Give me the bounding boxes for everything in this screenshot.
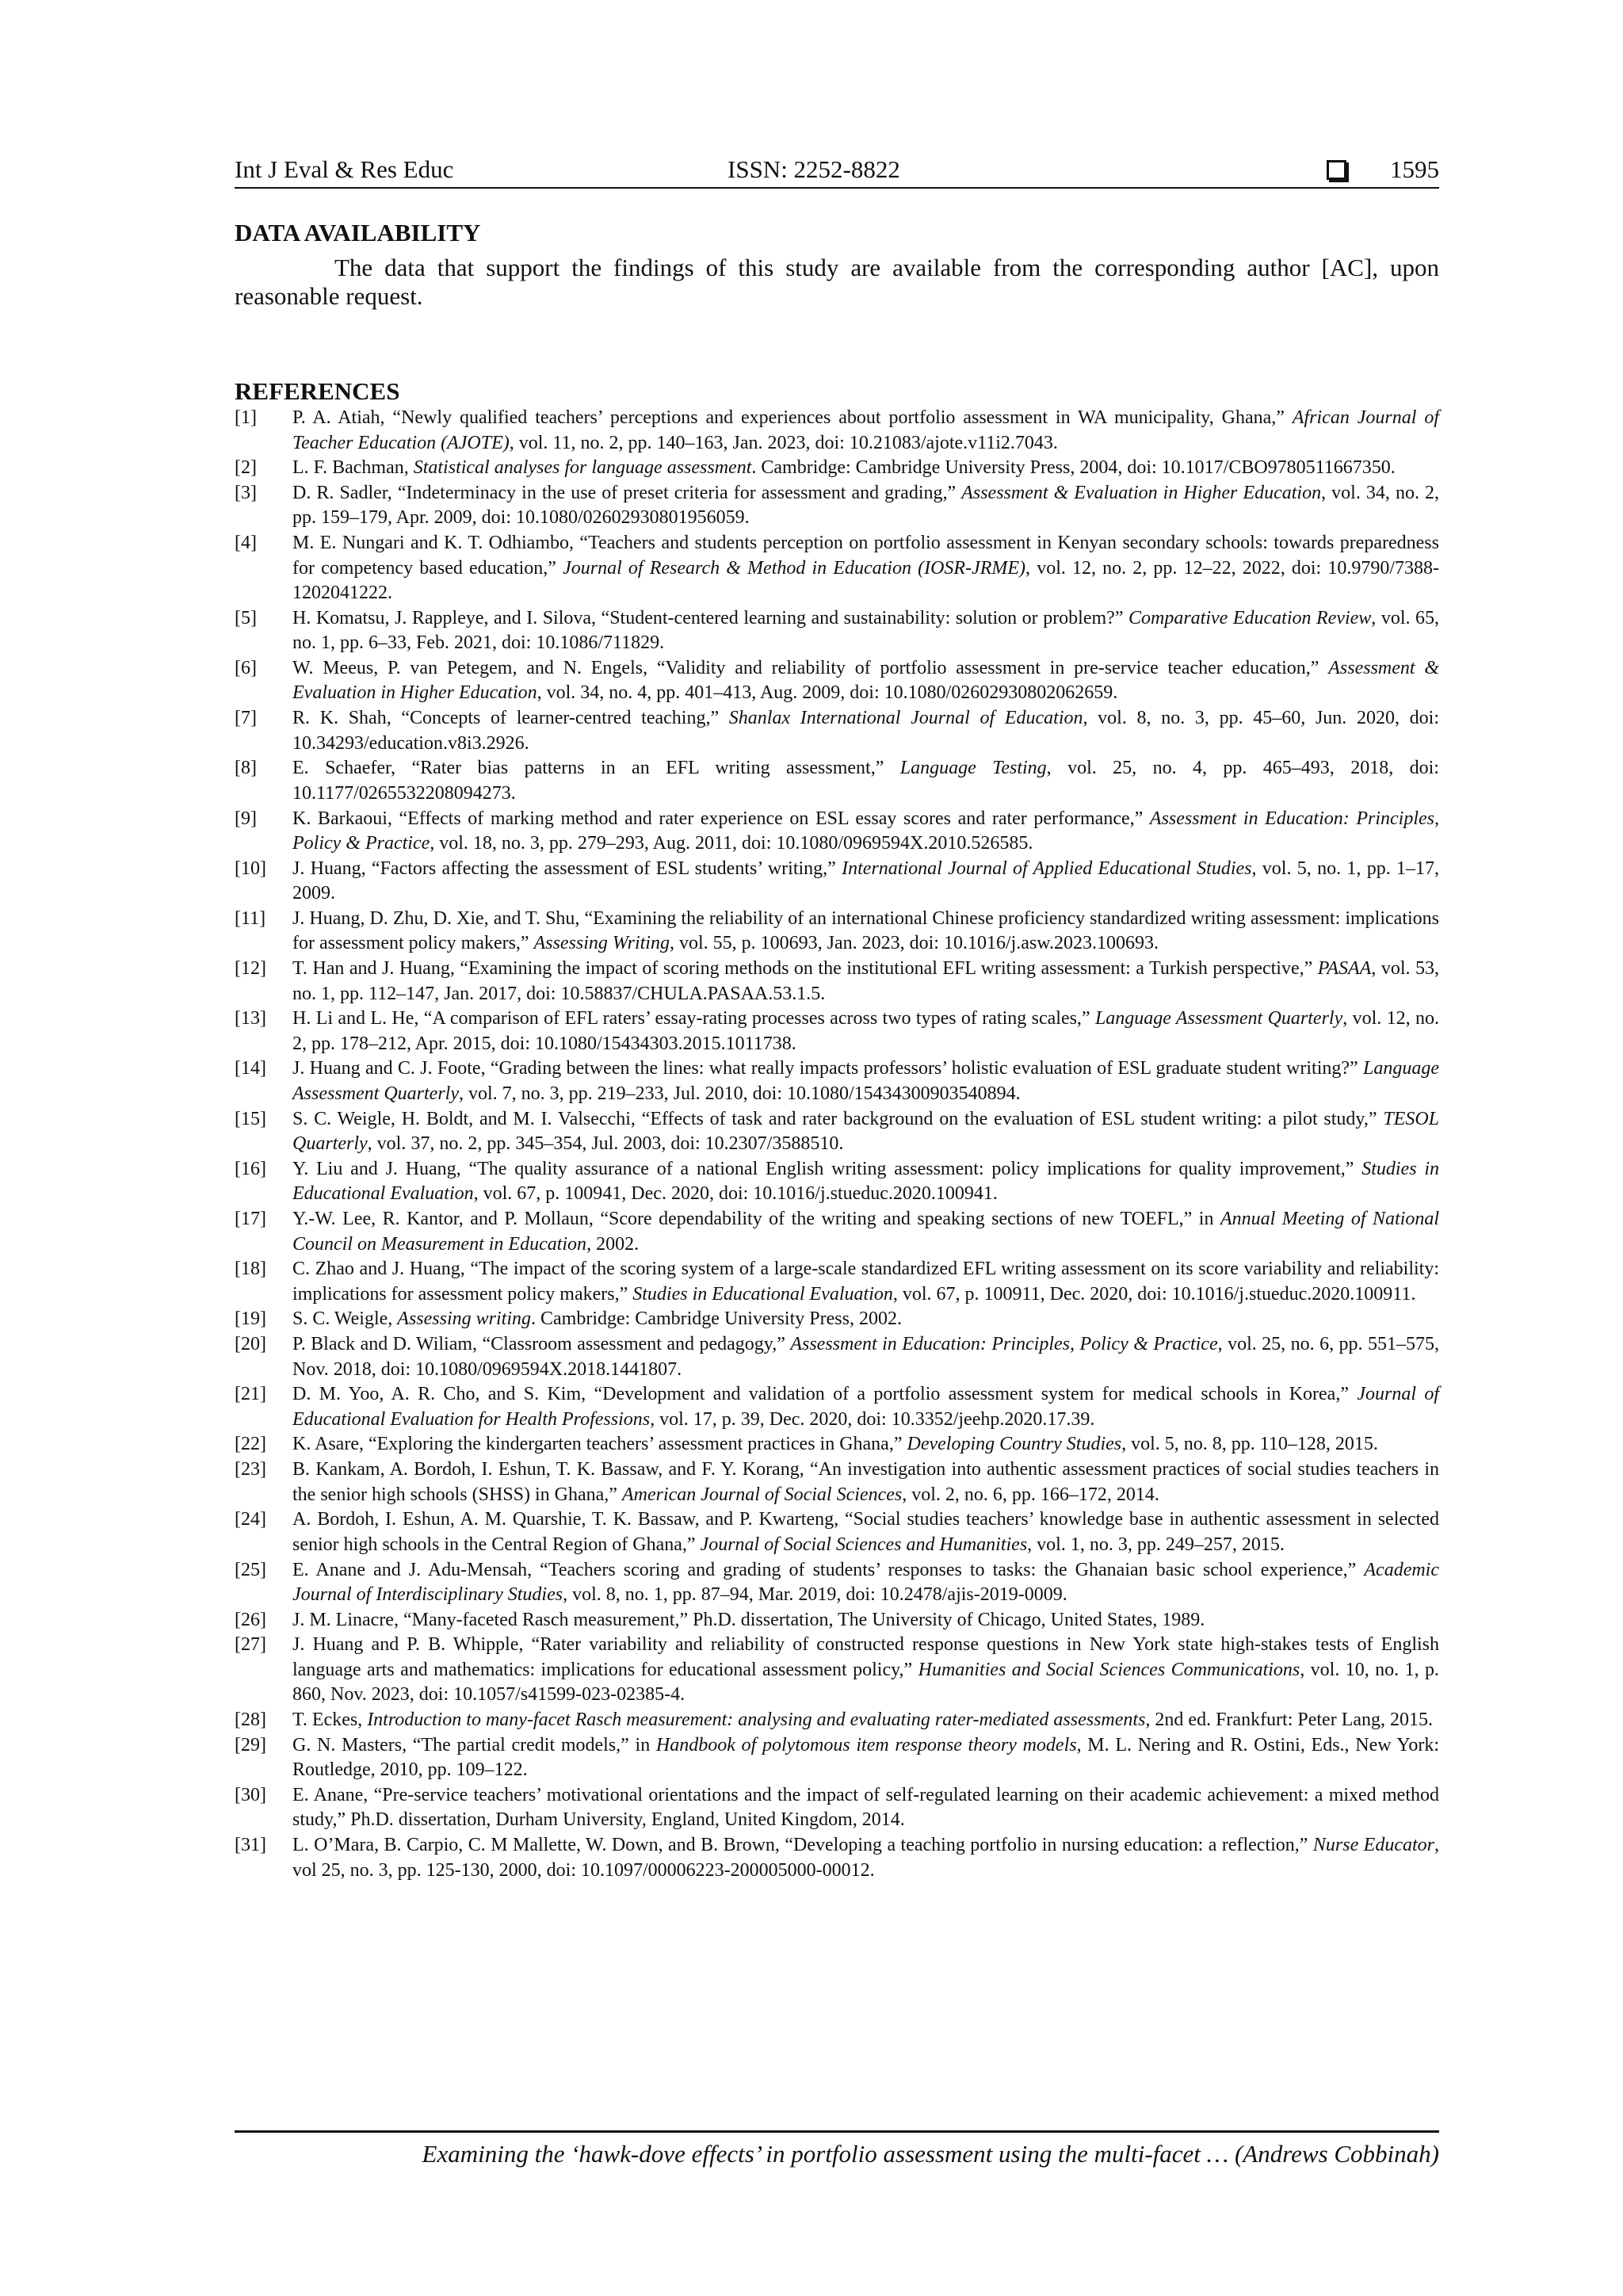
reference-item [235, 706, 1439, 756]
reference-source: Assessment & Evaluation in Higher Education [292, 657, 1439, 704]
reference-text [292, 1332, 1439, 1382]
reference-number: [30] [235, 1784, 266, 1805]
reference-details: . Cambridge: Cambridge University Press, 2004, doi: 10.1017/CBO9780511667350. [751, 457, 1396, 479]
reference-item [235, 481, 1439, 531]
reference-number: [11] [235, 907, 266, 929]
reference-item [235, 1633, 1439, 1708]
reference-item [235, 1157, 1439, 1207]
reference-number: [17] [235, 1209, 266, 1229]
reference-item [235, 531, 1439, 606]
reference-source: African Journal of Teacher Education (AJOTE) [292, 407, 1439, 453]
reference-authors-title: T. Han and J. Huang, “Examining the impact of scoring methods on the institutional EFL writing assessment: a Turkish perspective,” [292, 958, 1318, 980]
reference-source: Developing Country Studies [907, 1434, 1122, 1455]
reference-item [235, 1107, 1439, 1157]
reference-authors-title: E. Schaefer, “Rater bias patterns in an EFL writing assessment,” [292, 758, 900, 779]
reference-number: [18] [235, 1259, 266, 1280]
reference-item [235, 1457, 1439, 1507]
reference-authors-title: E. Anane and J. Adu-Mensah, “Teachers scoring and grading of students’ responses to tasks: the Ghanaian basic school experience,” [292, 1559, 1365, 1580]
reference-details: , vol. 12, no. 2, pp. 12–22, 2022, doi: 10.9790/7388-1202041222. [292, 557, 1439, 604]
reference-authors-title: J. Huang, “Factors affecting the assessment of ESL students’ writing,” [292, 858, 842, 879]
reference-source: Journal of Educational Evaluation for Health Professions [292, 1384, 1439, 1430]
reference-details: , vol. 37, no. 2, pp. 345–354, Jul. 2003, doi: 10.2307/3588510. [367, 1133, 844, 1155]
reference-authors-title: L. F. Bachman, [292, 457, 414, 479]
reference-number: [28] [235, 1710, 266, 1731]
reference-text [292, 1107, 1439, 1157]
reference-number: [6] [235, 657, 257, 678]
reference-text [292, 1056, 1439, 1106]
reference-number: [26] [235, 1609, 266, 1630]
reference-details: , vol. 55, p. 100693, Jan. 2023, doi: 10.1016/j.asw.2023.100693. [669, 933, 1159, 954]
reference-authors-title: S. C. Weigle, [292, 1308, 398, 1330]
reference-text [292, 807, 1439, 857]
reference-number: [14] [235, 1058, 266, 1079]
reference-authors-title: D. M. Yoo, A. R. Cho, and S. Kim, “Development and validation of a portfolio assessment system for medical schools in Korea,” [292, 1384, 1358, 1405]
reference-source: Language Assessment Quarterly [1094, 1008, 1343, 1030]
reference-details: , vol. 5, no. 1, pp. 1–17, 2009. [292, 858, 1439, 904]
data-availability-heading: DATA AVAILABILITY [235, 219, 481, 246]
reference-source: Introduction to many-facet Rasch measurement: analysing and evaluating rater-mediated assessments [367, 1710, 1146, 1731]
reference-source: Assessing Writing [533, 933, 670, 954]
reference-details: , vol. 67, p. 100941, Dec. 2020, doi: 10.1016/j.stueduc.2020.100941. [473, 1183, 998, 1205]
reference-number: [5] [235, 607, 257, 628]
reference-text [292, 481, 1439, 531]
reference-source: Statistical analyses for language assessment [413, 457, 752, 479]
reference-source: PASAA [1317, 958, 1372, 980]
reference-text [292, 857, 1439, 907]
reference-item [235, 1783, 1439, 1833]
reference-details: , vol. 11, no. 2, pp. 140–163, Jan. 2023, doi: 10.21083/ajote.v11i2.7043. [509, 432, 1058, 453]
reference-number: [19] [235, 1308, 266, 1330]
reference-authors-title: A. Bordoh, I. Eshun, A. M. Quarshie, T. K. Bassaw, and P. Kwarteng, “Social studies teachers’ knowledge base in authentic assessment in selected senior high schools in the Central Region of Ghana,” [292, 1509, 1439, 1555]
reference-item [235, 1307, 1439, 1332]
reference-text [292, 1382, 1439, 1432]
reference-item [235, 857, 1439, 907]
reference-item [235, 406, 1439, 456]
reference-details: . Cambridge: Cambridge University Press, 2002. [531, 1308, 902, 1330]
reference-source: Journal of Research & Method in Education (IOSR-JRME) [563, 557, 1026, 579]
reference-source: Assessment & Evaluation in Higher Education [961, 482, 1322, 503]
reference-details: , vol. 18, no. 3, pp. 279–293, Aug. 2011, doi: 10.1080/0969594X.2010.526585. [430, 833, 1033, 854]
data-availability-text [235, 254, 1439, 311]
reference-source: Nurse Educator [1312, 1835, 1435, 1856]
reference-authors-title: J. Huang and P. B. Whipple, “Rater variability and reliability of constructed response questions in New York state high-stakes tests of English language arts and mathematics: implications for educational assessment policy,” [292, 1634, 1439, 1680]
reference-text [292, 706, 1439, 756]
reference-number: [22] [235, 1434, 266, 1455]
reference-details: , vol. 7, no. 3, pp. 219–233, Jul. 2010, doi: 10.1080/15434300903540894. [458, 1083, 1021, 1104]
reference-item [235, 756, 1439, 806]
reference-number: [23] [235, 1459, 266, 1480]
reference-text [292, 1507, 1439, 1557]
reference-text [292, 456, 1439, 481]
square-bullet-icon [1327, 160, 1346, 180]
reference-details: , vol. 2, no. 6, pp. 166–172, 2014. [902, 1484, 1159, 1505]
reference-item [235, 957, 1439, 1007]
reference-authors-title: Y.-W. Lee, R. Kantor, and P. Mollaun, “Score dependability of the writing and speaking sections of new TOEFL,” in [292, 1209, 1220, 1229]
reference-text [292, 606, 1439, 656]
reference-details: , vol 25, no. 3, pp. 125-130, 2000, doi: 10.1097/00006223-200005000-00012. [292, 1835, 1440, 1881]
reference-text [292, 1733, 1439, 1783]
reference-item [235, 1332, 1439, 1382]
reference-source: Comparative Education Review [1128, 607, 1372, 628]
reference-number: [8] [235, 758, 257, 779]
reference-text [292, 1633, 1439, 1708]
reference-number: [7] [235, 708, 257, 729]
reference-authors-title: L. O’Mara, B. Carpio, C. M Mallette, W. Down, and B. Brown, “Developing a teaching portfolio in nursing education: a reflection,” [292, 1835, 1313, 1856]
reference-number: [29] [235, 1734, 266, 1755]
reference-source: Humanities and Social Sciences Communications [918, 1659, 1300, 1680]
reference-authors-title: C. Zhao and J. Huang, “The impact of the scoring system of a large-scale standardized EFL writing assessment on its score variability and reliability: implications for assessment policy makers,” [292, 1259, 1439, 1305]
reference-text [292, 756, 1439, 806]
reference-details: , vol. 8, no. 1, pp. 87–94, Mar. 2019, doi: 10.2478/ajis-2019-0009. [563, 1584, 1067, 1605]
reference-number: [4] [235, 533, 257, 554]
reference-details: , vol. 10, no. 1, p. 860, Nov. 2023, doi: 10.1057/s41599-023-02385-4. [292, 1659, 1440, 1706]
reference-details: , vol. 17, p. 39, Dec. 2020, doi: 10.3352/jeehp.2020.17.39. [650, 1408, 1095, 1430]
reference-source: Handbook of polytomous item response theory models [655, 1734, 1077, 1755]
reference-authors-title: E. Anane, “Pre-service teachers’ motivational orientations and the impact of self-regulated learning on their academic achievement: a mixed method study,” Ph.D. dissertation, Durham University, England, United Kingdom, 2014. [292, 1784, 1439, 1831]
reference-item [235, 1382, 1439, 1432]
reference-number: [1] [235, 407, 257, 428]
reference-details: , vol. 25, no. 6, pp. 551–575, Nov. 2018, doi: 10.1080/0969594X.2018.1441807. [292, 1334, 1439, 1380]
reference-authors-title: K. Asare, “Exploring the kindergarten teachers’ assessment practices in Ghana,” [292, 1434, 907, 1455]
reference-number: [3] [235, 482, 257, 503]
reference-text [292, 1608, 1439, 1633]
reference-source: Studies in Educational Evaluation [292, 1158, 1439, 1205]
reference-authors-title: G. N. Masters, “The partial credit models,” in [292, 1734, 656, 1755]
reference-item [235, 1833, 1439, 1883]
reference-number: [9] [235, 808, 257, 829]
reference-item [235, 1207, 1439, 1257]
reference-item [235, 907, 1439, 957]
reference-source: Academic Journal of Interdisciplinary Studies [292, 1559, 1439, 1605]
reference-text [292, 1007, 1439, 1056]
reference-text [292, 957, 1439, 1007]
header-rule [235, 187, 1439, 189]
reference-source: American Journal of Social Sciences [621, 1484, 903, 1505]
reference-text [292, 531, 1439, 606]
references-heading: REFERENCES [235, 377, 400, 405]
reference-authors-title: B. Kankam, A. Bordoh, I. Eshun, T. K. Bassaw, and F. Y. Korang, “An investigation into authentic assessment practices of social studies teachers in the senior high schools (SHSS) in Ghana,” [292, 1459, 1439, 1505]
reference-source: Assessing writing [397, 1308, 531, 1330]
reference-text [292, 1457, 1439, 1507]
running-footer: Examining the ‘hawk-dove effects’ in portfolio assessment using the multi-facet … (Andrews Cobbinah) [422, 2140, 1439, 2168]
reference-text [292, 907, 1439, 957]
reference-source: Assessment in Education: Principles, Policy & Practice [790, 1334, 1218, 1355]
reference-source: International Journal of Applied Educational Studies [842, 858, 1252, 879]
reference-authors-title: R. K. Shah, “Concepts of learner-centred teaching,” [292, 708, 729, 729]
reference-item [235, 1056, 1439, 1106]
reference-number: [12] [235, 958, 266, 980]
reference-source: TESOL Quarterly [292, 1108, 1439, 1155]
reference-authors-title: J. M. Linacre, “Many-faceted Rasch measurement,” Ph.D. dissertation, The University of Chicago, United States, 1989. [292, 1609, 1205, 1630]
reference-source: Journal of Social Sciences and Humanities [700, 1534, 1028, 1555]
reference-number: [31] [235, 1835, 266, 1856]
reference-authors-title: H. Komatsu, J. Rappleye, and I. Silova, “Student-centered learning and sustainability: solution or problem?” [292, 607, 1128, 628]
reference-authors-title: W. Meeus, P. van Petegem, and N. Engels, “Validity and reliability of portfolio assessment in pre-service teacher education,” [292, 657, 1329, 678]
reference-authors-title: K. Barkaoui, “Effects of marking method and rater experience on ESL essay scores and rater performance,” [292, 808, 1150, 829]
reference-details: , vol. 8, no. 3, pp. 45–60, Jun. 2020, doi: 10.34293/education.v8i3.2926. [292, 708, 1440, 754]
reference-text [292, 1708, 1439, 1733]
reference-item [235, 1558, 1439, 1608]
reference-text [292, 1157, 1439, 1207]
reference-number: [15] [235, 1108, 266, 1129]
reference-number: [10] [235, 858, 266, 879]
reference-text [292, 1257, 1439, 1307]
reference-item [235, 1007, 1439, 1056]
reference-item [235, 1708, 1439, 1733]
reference-item [235, 807, 1439, 857]
page-number: 1595 [1390, 155, 1439, 183]
reference-item [235, 456, 1439, 481]
issn: ISSN: 2252-8822 [727, 155, 900, 183]
reference-authors-title: M. E. Nungari and K. T. Odhiambo, “Teachers and students perception on portfolio assessment in Kenyan secondary schools: towards preparedness for competency based education,” [292, 533, 1439, 579]
reference-source: Assessment in Education: Principles, Policy & Practice [292, 808, 1440, 854]
reference-details: , 2nd ed. Frankfurt: Peter Lang, 2015. [1145, 1710, 1434, 1731]
reference-number: [25] [235, 1559, 266, 1580]
reference-source: Language Assessment Quarterly [292, 1058, 1439, 1104]
reference-source: Studies in Educational Evaluation [632, 1283, 893, 1305]
reference-number: [21] [235, 1384, 266, 1405]
reference-number: [13] [235, 1008, 266, 1030]
reference-list [235, 406, 1439, 1883]
reference-authors-title: S. C. Weigle, H. Boldt, and M. I. Valsecchi, “Effects of task and rater background on the evaluation of ESL student writing: a pilot study,” [292, 1108, 1384, 1129]
reference-text [292, 1833, 1439, 1883]
reference-number: [16] [235, 1158, 266, 1179]
reference-details: , vol. 34, no. 4, pp. 401–413, Aug. 2009, doi: 10.1080/02602930802062659. [537, 682, 1118, 704]
reference-authors-title: H. Li and L. He, “A comparison of EFL raters’ essay-rating processes across two types of rating scales,” [292, 1008, 1095, 1030]
reference-authors-title: J. Huang, D. Zhu, D. Xie, and T. Shu, “Examining the reliability of an international Chinese proficiency standardized writing assessment: implications for assessment policy makers,” [292, 907, 1439, 954]
reference-text [292, 1307, 1439, 1332]
footer-rule [235, 2130, 1439, 2133]
reference-source: Language Testing [899, 758, 1047, 779]
reference-details: , vol. 65, no. 1, pp. 6–33, Feb. 2021, doi: 10.1086/711829. [292, 607, 1439, 654]
reference-details: , M. L. Nering and R. Ostini, Eds., New York: Routledge, 2010, pp. 109–122. [292, 1734, 1440, 1781]
reference-details: , vol. 25, no. 4, pp. 465–493, 2018, doi: 10.1177/0265532208094273. [292, 758, 1439, 804]
reference-item [235, 1608, 1439, 1633]
reference-authors-title: Y. Liu and J. Huang, “The quality assurance of a national English writing assessment: policy implications for quality improvement,” [292, 1158, 1362, 1179]
reference-text [292, 656, 1439, 706]
reference-authors-title: J. Huang and C. J. Foote, “Grading between the lines: what really impacts professors’ holistic evaluation of ESL graduate student writing?” [292, 1058, 1363, 1079]
reference-authors-title: D. R. Sadler, “Indeterminacy in the use of preset criteria for assessment and grading,” [292, 482, 962, 503]
reference-details: , vol. 34, no. 2, pp. 159–179, Apr. 2009, doi: 10.1080/02602930801956059. [292, 482, 1440, 529]
reference-text [292, 1558, 1439, 1608]
reference-item [235, 656, 1439, 706]
running-header [235, 155, 1439, 187]
reference-authors-title: T. Eckes, [292, 1710, 368, 1731]
reference-details: , vol. 67, p. 100911, Dec. 2020, doi: 10.1016/j.stueduc.2020.100911. [892, 1283, 1416, 1305]
reference-details: , vol. 53, no. 1, pp. 112–147, Jan. 2017, doi: 10.58837/CHULA.PASAA.53.1.5. [292, 958, 1439, 1004]
reference-authors-title: P. Black and D. Wiliam, “Classroom assessment and pedagogy,” [292, 1334, 791, 1355]
reference-number: [24] [235, 1509, 266, 1530]
reference-number: [20] [235, 1334, 266, 1355]
reference-authors-title: P. A. Atiah, “Newly qualified teachers’ perceptions and experiences about portfolio assessment in WA municipality, Ghana,” [292, 407, 1293, 428]
reference-item [235, 1257, 1439, 1307]
reference-source: Annual Meeting of National Council on Measurement in Education [292, 1209, 1439, 1255]
reference-item [235, 606, 1439, 656]
reference-source: Shanlax International Journal of Education [728, 708, 1083, 729]
reference-number: [2] [235, 457, 257, 479]
reference-item [235, 1432, 1439, 1457]
reference-number: [27] [235, 1634, 266, 1656]
reference-text [292, 406, 1439, 456]
reference-text [292, 1783, 1439, 1833]
data-availability-paragraph: The data that support the findings of this study are available from the corresponding author [AC], upon reasonable request. [235, 254, 1439, 310]
reference-details: , 2002. [586, 1233, 640, 1255]
reference-details: , vol. 1, no. 3, pp. 249–257, 2015. [1027, 1534, 1285, 1555]
reference-details: , vol. 5, no. 8, pp. 110–128, 2015. [1121, 1434, 1378, 1455]
reference-item [235, 1733, 1439, 1783]
reference-item [235, 1507, 1439, 1557]
reference-text [292, 1432, 1439, 1457]
reference-details: , vol. 12, no. 2, pp. 178–212, Apr. 2015, doi: 10.1080/15434303.2015.1011738. [292, 1008, 1440, 1054]
journal-abbrev: Int J Eval & Res Educ [235, 155, 454, 183]
reference-text [292, 1207, 1439, 1257]
